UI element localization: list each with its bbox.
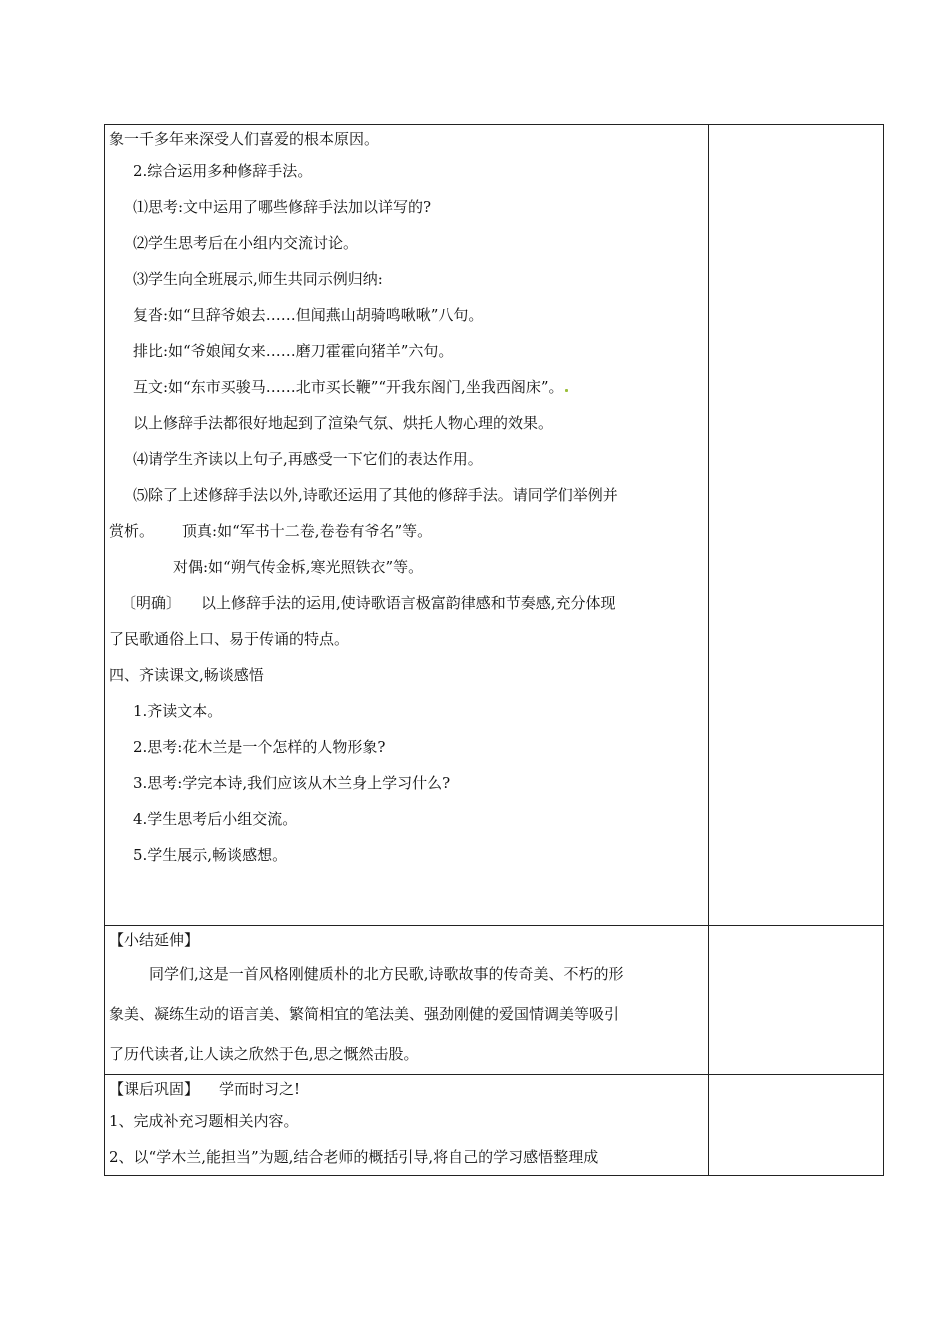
text-span: 顶真:如“军书十二卷,卷卷有爷名”等。: [182, 522, 433, 540]
text-line: 同学们,这是一首风格刚健质朴的北方民歌,诗歌故事的传奇美、不朽的形: [149, 965, 624, 983]
text-line: 了历代读者,让人读之欣然于色,思之慨然击股。: [109, 1045, 419, 1063]
text-line: 2.综合运用多种修辞手法。: [133, 162, 313, 180]
stray-mark: [565, 389, 568, 392]
text-line: 3.思考:学完本诗,我们应该从木兰身上学习什么?: [133, 774, 451, 792]
text-span: 以上修辞手法的运用,使诗歌语言极富韵律感和节奏感,充分体现: [201, 594, 616, 612]
text-line: 四、齐读课文,畅谈感悟: [109, 666, 264, 684]
text-span: 〔明确〕: [121, 594, 182, 612]
section-heading: 【小结延伸】: [109, 931, 200, 949]
text-line: [109, 585, 704, 621]
text-line: 象一千多年来深受人们喜爱的根本原因。: [109, 130, 380, 148]
text-line: 2.思考:花木兰是一个怎样的人物形象?: [133, 738, 386, 756]
text-line: ⑵学生思考后在小组内交流讨论。: [133, 234, 359, 252]
side-note-cell: [709, 1075, 884, 1176]
section-heading-line: [109, 1075, 704, 1103]
lesson-plan-table: [104, 124, 884, 1176]
main-cell-lesson-steps: [105, 125, 709, 926]
section-heading: 【课后巩固】: [109, 1080, 200, 1098]
text-line: 排比:如“爷娘闻女来……磨刀霍霍向猪羊”六句。: [133, 342, 454, 360]
table-row: [105, 125, 884, 926]
text-line: ⑴思考:文中运用了哪些修辞手法加以详写的?: [133, 198, 432, 216]
text-line: [109, 369, 704, 405]
text-line: ⑷请学生齐读以上句子,再感受一下它们的表达作用。: [133, 450, 483, 468]
text-span: 互文:如“东市买骏马……北市买长鞭”“开我东阁门,坐我西阁床”。: [133, 378, 564, 396]
side-note-cell: [709, 926, 884, 1075]
text-line: 复沓:如“旦辞爷娘去……但闻燕山胡骑鸣啾啾”八句。: [133, 306, 484, 324]
main-cell-summary: [105, 926, 709, 1075]
text-line: 4.学生思考后小组交流。: [133, 810, 298, 828]
text-line: [109, 513, 704, 549]
text-line: 以上修辞手法都很好地起到了渲染气氛、烘托人物心理的效果。: [133, 414, 554, 432]
text-line: 了民歌通俗上口、易于传诵的特点。: [109, 630, 350, 648]
section-subheading: 学而时习之!: [219, 1080, 301, 1098]
main-cell-homework: [105, 1075, 709, 1176]
text-line: 对偶:如“朔气传金柝,寒光照铁衣”等。: [173, 558, 424, 576]
side-note-cell: [709, 125, 884, 926]
text-line: 1.齐读文本。: [133, 702, 223, 720]
text-span: 赏析。: [109, 522, 155, 540]
text-line: 1、完成补充习题相关内容。: [109, 1112, 299, 1130]
table-row: [105, 926, 884, 1075]
table-row: [105, 1075, 884, 1176]
text-line: ⑸除了上述修辞手法以外,诗歌还运用了其他的修辞手法。请同学们举例并: [133, 486, 618, 504]
text-line: ⑶学生向全班展示,师生共同示例归纳:: [133, 270, 383, 288]
text-line: 象美、凝练生动的语言美、繁简相宜的笔法美、强劲刚健的爱国情调美等吸引: [109, 1005, 620, 1023]
text-line: 5.学生展示,畅谈感想。: [133, 846, 288, 864]
text-line: 2、以“学木兰,能担当”为题,结合老师的概括引导,将自己的学习感悟整理成: [109, 1148, 599, 1166]
